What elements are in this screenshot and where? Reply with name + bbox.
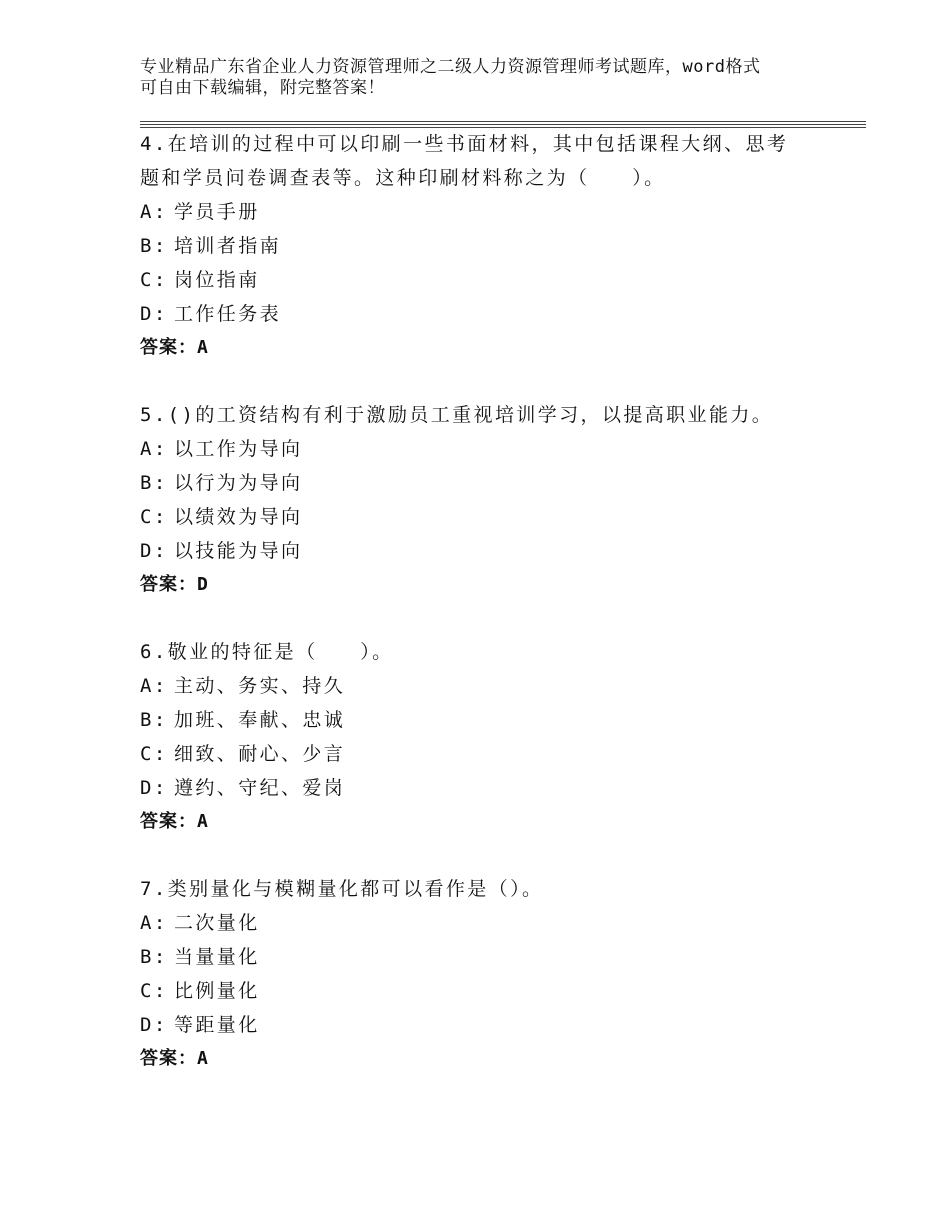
option-letter: C: (140, 269, 168, 291)
option-letter: D: (140, 540, 168, 562)
option-text: 培训者指南 (174, 235, 282, 257)
option-b (140, 940, 840, 974)
option-a (140, 669, 840, 703)
option-text: 遵约、守纪、爱岗 (174, 777, 346, 799)
option-a (140, 195, 840, 229)
option-c (140, 500, 840, 534)
document-header (140, 57, 840, 99)
option-letter: A: (140, 438, 168, 460)
header-divider (140, 121, 866, 122)
option-text: 二次量化 (174, 912, 260, 934)
header-title-line-1: 专业精品广东省企业人力资源管理师之二级人力资源管理师考试题库，word格式 (140, 57, 761, 77)
option-letter: A: (140, 912, 168, 934)
question-item (140, 398, 840, 602)
option-text: 学员手册 (174, 201, 260, 223)
option-letter: D: (140, 1014, 168, 1036)
question-stem-line: 7.类别量化与模糊量化都可以看作是（）。 (140, 878, 544, 900)
option-text: 细致、耐心、少言 (174, 743, 346, 765)
option-text: 等距量化 (174, 1014, 260, 1036)
question-stem-line: 6.敬业的特征是（ ）。 (140, 641, 394, 663)
option-text: 比例量化 (174, 980, 260, 1002)
answer-line: 答案：A (140, 811, 209, 832)
option-text: 岗位指南 (174, 269, 260, 291)
answer-line: 答案：D (140, 574, 209, 595)
option-letter: B: (140, 946, 168, 968)
option-a (140, 906, 840, 940)
option-letter: B: (140, 472, 168, 494)
answer-line: 答案：A (140, 1048, 209, 1069)
option-letter: D: (140, 777, 168, 799)
option-text: 以技能为导向 (174, 540, 303, 562)
option-c (140, 737, 840, 771)
option-text: 工作任务表 (174, 303, 282, 325)
question-item (140, 872, 840, 1076)
option-b (140, 703, 840, 737)
answer-line: 答案：A (140, 337, 209, 358)
option-b (140, 466, 840, 500)
option-letter: A: (140, 201, 168, 223)
question-stem-line: 5.()的工资结构有利于激励员工重视培训学习，以提高职业能力。 (140, 404, 774, 426)
option-c (140, 263, 840, 297)
option-d (140, 771, 840, 805)
option-letter: B: (140, 235, 168, 257)
header-divider (140, 124, 866, 125)
option-d (140, 297, 840, 331)
option-a (140, 432, 840, 466)
header-title-line-2: 可自由下载编辑，附完整答案！ (140, 78, 385, 98)
option-b (140, 229, 840, 263)
question-list (140, 127, 840, 1076)
question-stem-line: 题和学员问卷调查表等。这种印刷材料称之为（ ）。 (140, 167, 666, 189)
option-letter: A: (140, 675, 168, 697)
option-letter: B: (140, 709, 168, 731)
option-letter: C: (140, 743, 168, 765)
option-text: 以工作为导向 (174, 438, 303, 460)
question-item (140, 635, 840, 839)
option-c (140, 974, 840, 1008)
option-letter: D: (140, 303, 168, 325)
option-text: 以绩效为导向 (174, 506, 303, 528)
option-d (140, 534, 840, 568)
option-text: 当量量化 (174, 946, 260, 968)
option-d (140, 1008, 840, 1042)
option-letter: C: (140, 506, 168, 528)
option-letter: C: (140, 980, 168, 1002)
option-text: 加班、奉献、忠诚 (174, 709, 346, 731)
option-text: 主动、务实、持久 (174, 675, 346, 697)
question-stem-line: 4.在培训的过程中可以印刷一些书面材料，其中包括课程大纲、思考 (140, 133, 789, 155)
question-item (140, 127, 840, 365)
option-text: 以行为为导向 (174, 472, 303, 494)
